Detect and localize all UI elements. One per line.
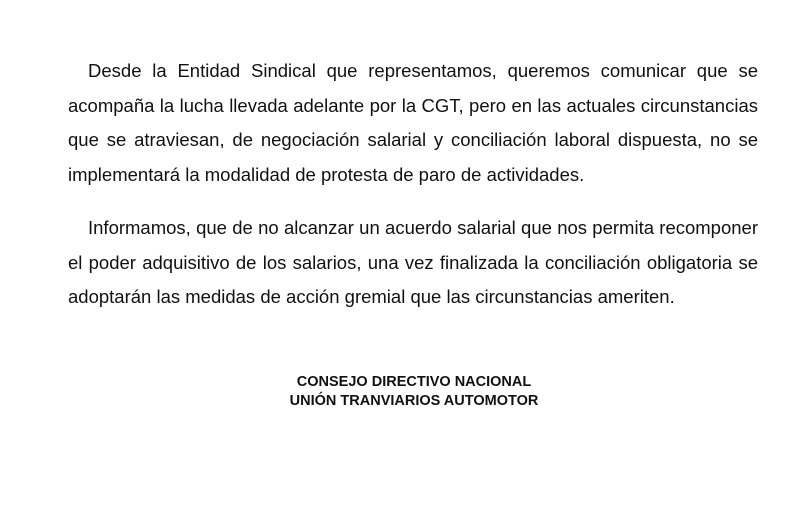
signature-block [0,373,800,411]
notice-paragraph: Informamos, que de no alcanzar un acuerdo salarial que nos permita recomponer el poder adquisitivo de los salarios, una vez finalizada la conciliación obligatoria se adoptarán las medidas de acción gremial que las circunstancias ameriten. [68,217,758,308]
signature-union: UNIÓN TRANVIARIOS AUTOMOTOR [289,393,539,409]
signature-council: CONSEJO DIRECTIVO NACIONAL [296,374,532,390]
statement-paragraph: Desde la Entidad Sindical que representamos, queremos comunicar que se acompaña la lucha llevada adelante por la CGT, pero en las actuales circunstancias que se atraviesan, de negociación salarial y conciliación laboral dispuesta, no se implementará la modalidad de protesta de paro de actividades. [68,60,758,186]
